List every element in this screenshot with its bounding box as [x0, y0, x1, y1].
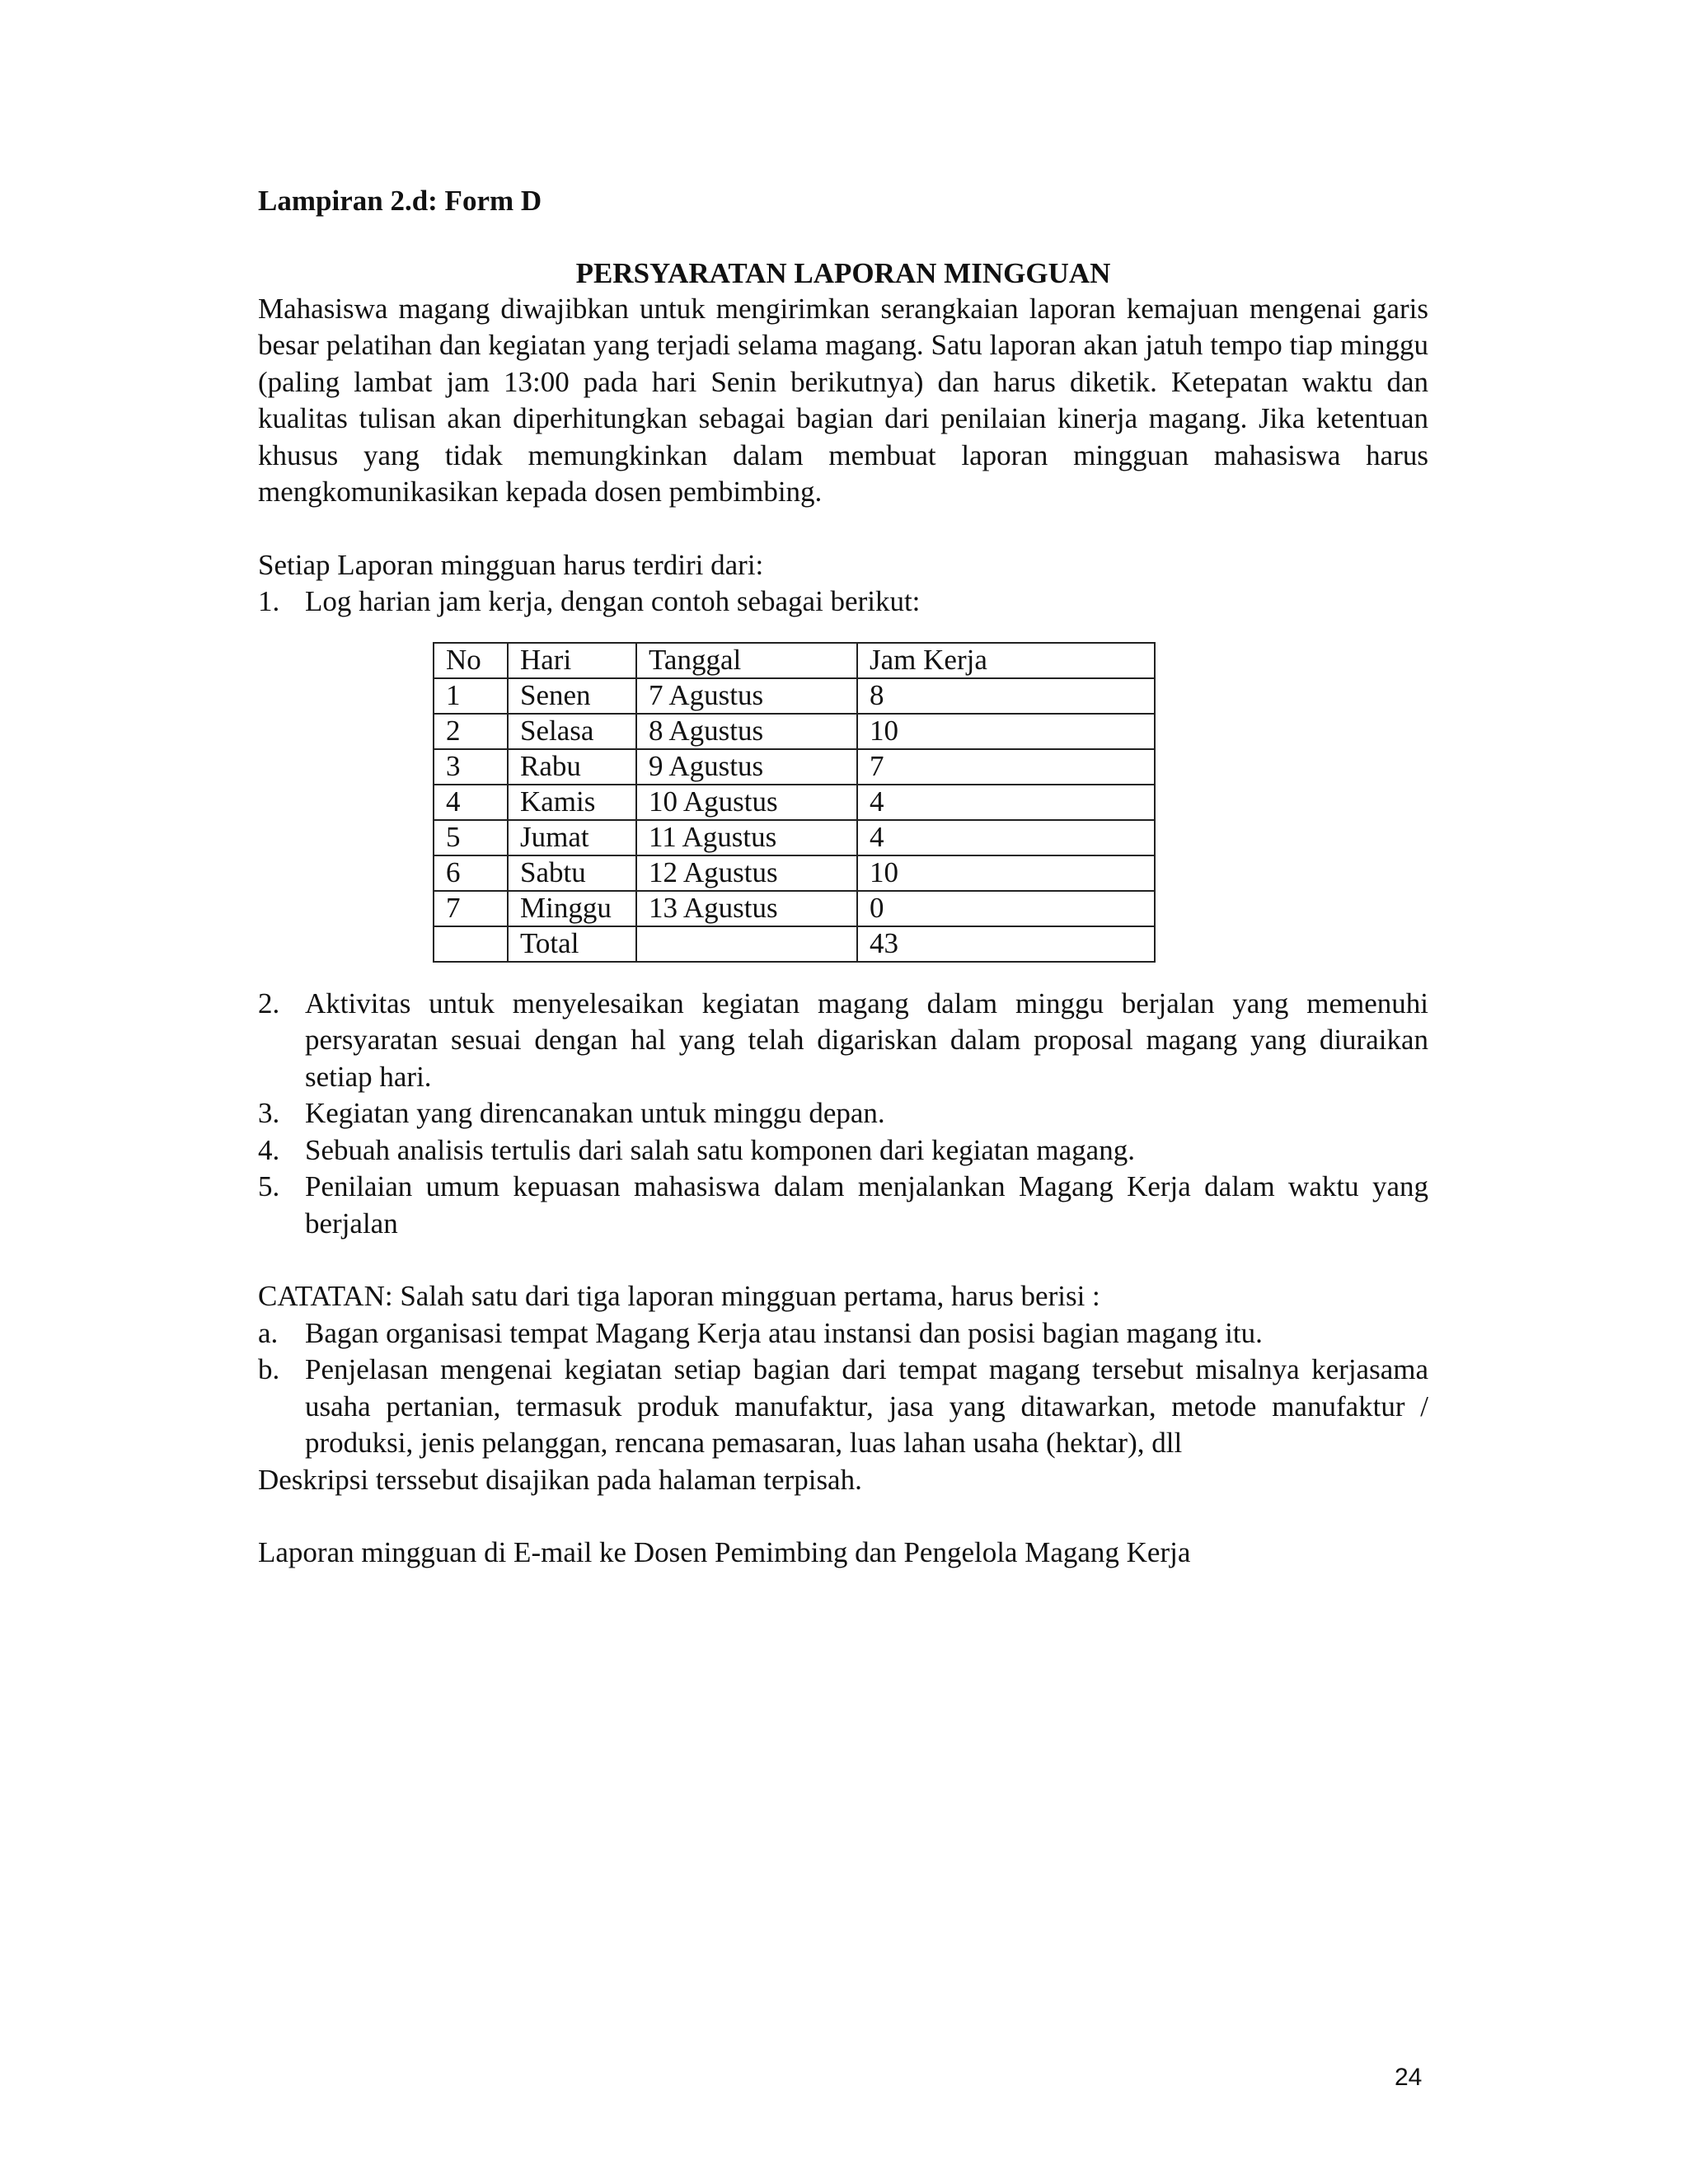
table-cell: 4 — [434, 785, 508, 820]
list-item-text: Bagan organisasi tempat Magang Kerja atau instansi dan posisi bagian magang itu. — [305, 1316, 1263, 1349]
table-row — [434, 855, 1155, 891]
table-cell: 4 — [857, 785, 1155, 820]
document-title: PERSYARATAN LAPORAN MINGGUAN — [575, 256, 1111, 289]
requirements-lead: Setiap Laporan mingguan harus terdiri dari: — [258, 548, 764, 581]
list-item — [258, 1132, 1428, 1169]
document-page — [258, 183, 1428, 1572]
list-item-number: 5. — [258, 1170, 280, 1202]
table-cell: 1 — [434, 678, 508, 714]
table-cell: 8 — [857, 678, 1155, 714]
requirements-list-continued — [258, 986, 1428, 1243]
table-row — [434, 714, 1155, 749]
list-item-text: Penjelasan mengenai kegiatan setiap bagian dari tempat magang tersebut misalnya kerjasama usaha pertanian, termasuk produk manufaktur, jasa yang ditawarkan, metode manufaktur / produksi, jenis pelanggan, rencana pemasaran, luas lahan usaha (hektar), dll — [305, 1353, 1428, 1459]
list-item-text: Kegiatan yang direncanakan untuk minggu depan. — [305, 1097, 885, 1129]
list-item — [258, 986, 1428, 1096]
spacer — [258, 1242, 1428, 1278]
list-item-text: Penilaian umum kepuasan mahasiswa dalam menjalankan Magang Kerja dalam waktu yang berjalan — [305, 1170, 1428, 1240]
table-row — [434, 749, 1155, 785]
description-note: Deskripsi terssebut disajikan pada halaman terpisah. — [258, 1463, 862, 1496]
spacer — [258, 511, 1428, 547]
table-total-value: 43 — [857, 926, 1155, 962]
table-cell: 0 — [857, 891, 1155, 926]
table-cell: 9 Agustus — [636, 749, 857, 785]
table-cell: 4 — [857, 820, 1155, 855]
table-header-cell: Tanggal — [636, 643, 857, 678]
list-item-number: 4. — [258, 1133, 280, 1166]
list-item — [258, 583, 1428, 621]
table-cell: 2 — [434, 714, 508, 749]
table-row — [434, 678, 1155, 714]
table-cell: 10 — [857, 855, 1155, 891]
list-item — [258, 1169, 1428, 1242]
table-total-label: Total — [508, 926, 636, 962]
table-cell: Jumat — [508, 820, 636, 855]
intro-paragraph: Mahasiswa magang diwajibkan untuk mengirimkan serangkaian laporan kemajuan mengenai garis besar pelatihan dan kegiatan yang terjadi selama magang. Satu laporan akan jatuh tempo tiap minggu (paling lambat jam 13:00 pada hari Senin berikutnya) dan harus diketik. Ketepatan waktu dan kualitas tulisan akan diperhitungkan sebagai bagian dari penilaian kinerja magang. Jika ketentuan khusus yang tidak memungkinkan dalam membuat laporan mingguan mahasiswa harus mengkomunikasikan kepada dosen pembimbing. — [258, 292, 1428, 508]
submission-note: Laporan mingguan di E-mail ke Dosen Pemimbing dan Pengelola Magang Kerja — [258, 1536, 1191, 1568]
table-header-row — [434, 643, 1155, 678]
table-cell-empty — [434, 926, 508, 962]
work-hours-table — [433, 642, 1156, 963]
list-item-number: 1. — [258, 585, 280, 617]
list-item-letter: b. — [258, 1353, 280, 1385]
list-item-letter: a. — [258, 1316, 279, 1349]
table-header-cell: No — [434, 643, 508, 678]
notes-list — [258, 1315, 1428, 1462]
table-cell: 11 Agustus — [636, 820, 857, 855]
list-item-text: Sebuah analisis tertulis dari salah satu komponen dari kegiatan magang. — [305, 1133, 1135, 1166]
note-lead: CATATAN: Salah satu dari tiga laporan mingguan pertama, harus berisi : — [258, 1280, 1100, 1312]
table-cell: Rabu — [508, 749, 636, 785]
table-cell: Selasa — [508, 714, 636, 749]
table-cell: 12 Agustus — [636, 855, 857, 891]
table-cell: Kamis — [508, 785, 636, 820]
table-cell: 8 Agustus — [636, 714, 857, 749]
table-cell: 7 Agustus — [636, 678, 857, 714]
table-cell: Senen — [508, 678, 636, 714]
table-cell-empty — [636, 926, 857, 962]
list-item — [258, 1315, 1428, 1352]
list-item-number: 3. — [258, 1097, 280, 1129]
table-row — [434, 820, 1155, 855]
table-cell: Minggu — [508, 891, 636, 926]
spacer — [258, 1498, 1428, 1535]
table-row — [434, 785, 1155, 820]
document-heading: Lampiran 2.d: Form D — [258, 185, 542, 217]
table-cell: 6 — [434, 855, 508, 891]
table-cell: 10 — [857, 714, 1155, 749]
page-number: 24 — [1395, 2064, 1423, 2091]
table-row — [434, 891, 1155, 926]
table-header-cell: Jam Kerja — [857, 643, 1155, 678]
list-item-text: Log harian jam kerja, dengan contoh sebagai berikut: — [305, 585, 921, 617]
requirements-list — [258, 583, 1428, 621]
table-total-row — [434, 926, 1155, 962]
table-cell: 10 Agustus — [636, 785, 857, 820]
list-item-text: Aktivitas untuk menyelesaikan kegiatan magang dalam minggu berjalan yang memenuhi persyaratan sesuai dengan hal yang telah digariskan dalam proposal magang yang diuraikan setiap hari. — [305, 987, 1428, 1093]
table-cell: 3 — [434, 749, 508, 785]
table-cell: Sabtu — [508, 855, 636, 891]
table-cell: 7 — [857, 749, 1155, 785]
table-cell: 5 — [434, 820, 508, 855]
list-item — [258, 1095, 1428, 1132]
list-item — [258, 1352, 1428, 1462]
table-header-cell: Hari — [508, 643, 636, 678]
table-cell: 13 Agustus — [636, 891, 857, 926]
list-item-number: 2. — [258, 987, 280, 1019]
table-cell: 7 — [434, 891, 508, 926]
